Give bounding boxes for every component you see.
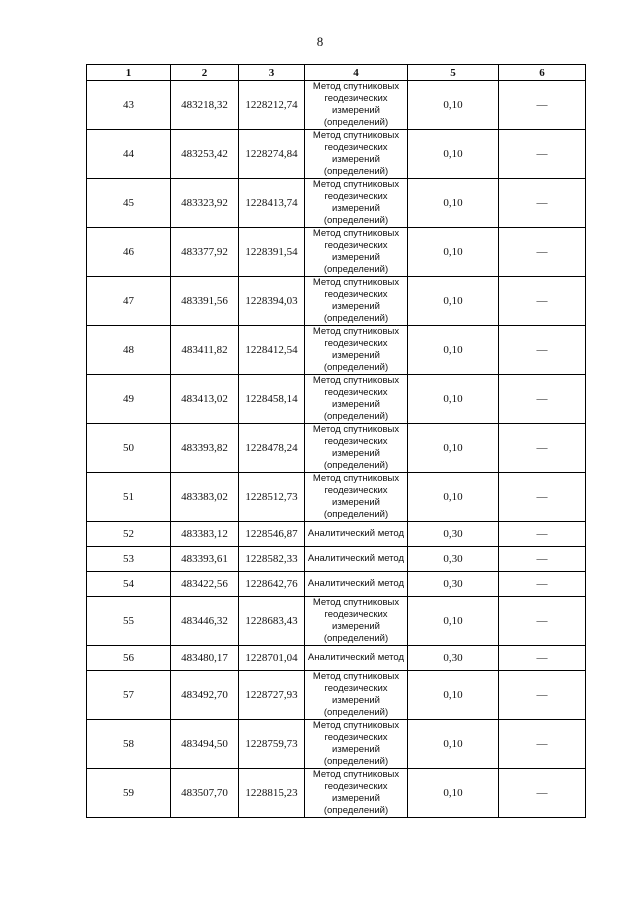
note-cell: —: [499, 326, 586, 375]
note-cell: —: [499, 130, 586, 179]
note-cell: —: [499, 720, 586, 769]
point-number-cell: 55: [87, 597, 171, 646]
table-row: [87, 424, 586, 473]
point-number-cell: 59: [87, 769, 171, 818]
accuracy-cell: 0,10: [408, 597, 499, 646]
method-cell: Метод спутниковых геодезических измерений (определений): [305, 720, 408, 769]
method-cell: Аналитический метод: [305, 572, 408, 597]
point-number-cell: 51: [87, 473, 171, 522]
y-coordinate-cell: 1228683,43: [239, 597, 305, 646]
note-cell: —: [499, 572, 586, 597]
table-row: [87, 597, 586, 646]
column-header: 5: [408, 65, 499, 81]
page-number: 8: [316, 34, 324, 49]
note-cell: —: [499, 473, 586, 522]
table-row: [87, 228, 586, 277]
note-cell: —: [499, 646, 586, 671]
x-coordinate-cell: 483413,02: [171, 375, 239, 424]
y-coordinate-cell: 1228412,54: [239, 326, 305, 375]
method-cell: Метод спутниковых геодезических измерений (определений): [305, 375, 408, 424]
y-coordinate-cell: 1228642,76: [239, 572, 305, 597]
table-row: [87, 547, 586, 572]
y-coordinate-cell: 1228478,24: [239, 424, 305, 473]
y-coordinate-cell: 1228759,73: [239, 720, 305, 769]
column-header: 4: [305, 65, 408, 81]
accuracy-cell: 0,10: [408, 179, 499, 228]
accuracy-cell: 0,10: [408, 720, 499, 769]
accuracy-cell: 0,30: [408, 522, 499, 547]
accuracy-cell: 0,10: [408, 473, 499, 522]
x-coordinate-cell: 483507,70: [171, 769, 239, 818]
y-coordinate-cell: 1228458,14: [239, 375, 305, 424]
coordinates-table: [86, 64, 586, 818]
x-coordinate-cell: 483393,82: [171, 424, 239, 473]
x-coordinate-cell: 483422,56: [171, 572, 239, 597]
note-cell: —: [499, 424, 586, 473]
table-row: [87, 473, 586, 522]
y-coordinate-cell: 1228546,87: [239, 522, 305, 547]
y-coordinate-cell: 1228701,04: [239, 646, 305, 671]
table-row: [87, 769, 586, 818]
y-coordinate-cell: 1228512,73: [239, 473, 305, 522]
x-coordinate-cell: 483218,32: [171, 81, 239, 130]
header-row: [87, 65, 586, 81]
method-cell: Аналитический метод: [305, 522, 408, 547]
x-coordinate-cell: 483411,82: [171, 326, 239, 375]
column-header: 1: [87, 65, 171, 81]
accuracy-cell: 0,10: [408, 326, 499, 375]
y-coordinate-cell: 1228391,54: [239, 228, 305, 277]
point-number-cell: 44: [87, 130, 171, 179]
column-header: 6: [499, 65, 586, 81]
method-cell: Метод спутниковых геодезических измерений (определений): [305, 179, 408, 228]
method-cell: Метод спутниковых геодезических измерений (определений): [305, 130, 408, 179]
table-row: [87, 671, 586, 720]
method-cell: Метод спутниковых геодезических измерений (определений): [305, 81, 408, 130]
x-coordinate-cell: 483494,50: [171, 720, 239, 769]
method-cell: Метод спутниковых геодезических измерений (определений): [305, 228, 408, 277]
table-row: [87, 277, 586, 326]
y-coordinate-cell: 1228212,74: [239, 81, 305, 130]
accuracy-cell: 0,30: [408, 646, 499, 671]
point-number-cell: 50: [87, 424, 171, 473]
method-cell: Аналитический метод: [305, 646, 408, 671]
table-row: [87, 130, 586, 179]
table-row: [87, 326, 586, 375]
column-header: 2: [171, 65, 239, 81]
accuracy-cell: 0,30: [408, 572, 499, 597]
y-coordinate-cell: 1228582,33: [239, 547, 305, 572]
note-cell: —: [499, 547, 586, 572]
y-coordinate-cell: 1228413,74: [239, 179, 305, 228]
note-cell: —: [499, 671, 586, 720]
accuracy-cell: 0,10: [408, 228, 499, 277]
point-number-cell: 54: [87, 572, 171, 597]
x-coordinate-cell: 483323,92: [171, 179, 239, 228]
x-coordinate-cell: 483383,02: [171, 473, 239, 522]
accuracy-cell: 0,30: [408, 547, 499, 572]
column-header: 3: [239, 65, 305, 81]
table-row: [87, 572, 586, 597]
x-coordinate-cell: 483377,92: [171, 228, 239, 277]
note-cell: —: [499, 179, 586, 228]
point-number-cell: 46: [87, 228, 171, 277]
y-coordinate-cell: 1228394,03: [239, 277, 305, 326]
accuracy-cell: 0,10: [408, 375, 499, 424]
point-number-cell: 57: [87, 671, 171, 720]
method-cell: Метод спутниковых геодезических измерений (определений): [305, 277, 408, 326]
method-cell: Метод спутниковых геодезических измерений (определений): [305, 769, 408, 818]
y-coordinate-cell: 1228274,84: [239, 130, 305, 179]
x-coordinate-cell: 483391,56: [171, 277, 239, 326]
x-coordinate-cell: 483446,32: [171, 597, 239, 646]
note-cell: —: [499, 522, 586, 547]
method-cell: Метод спутниковых геодезических измерений (определений): [305, 424, 408, 473]
note-cell: —: [499, 81, 586, 130]
method-cell: Метод спутниковых геодезических измерений (определений): [305, 597, 408, 646]
x-coordinate-cell: 483383,12: [171, 522, 239, 547]
table-row: [87, 179, 586, 228]
accuracy-cell: 0,10: [408, 130, 499, 179]
method-cell: Метод спутниковых геодезических измерений (определений): [305, 473, 408, 522]
point-number-cell: 52: [87, 522, 171, 547]
table-row: [87, 375, 586, 424]
note-cell: —: [499, 228, 586, 277]
x-coordinate-cell: 483480,17: [171, 646, 239, 671]
y-coordinate-cell: 1228727,93: [239, 671, 305, 720]
point-number-cell: 47: [87, 277, 171, 326]
point-number-cell: 48: [87, 326, 171, 375]
x-coordinate-cell: 483393,61: [171, 547, 239, 572]
note-cell: —: [499, 769, 586, 818]
point-number-cell: 49: [87, 375, 171, 424]
note-cell: —: [499, 375, 586, 424]
point-number-cell: 53: [87, 547, 171, 572]
accuracy-cell: 0,10: [408, 769, 499, 818]
point-number-cell: 43: [87, 81, 171, 130]
x-coordinate-cell: 483492,70: [171, 671, 239, 720]
x-coordinate-cell: 483253,42: [171, 130, 239, 179]
accuracy-cell: 0,10: [408, 277, 499, 326]
table-body: [87, 81, 586, 818]
method-cell: Аналитический метод: [305, 547, 408, 572]
note-cell: —: [499, 597, 586, 646]
table-row: [87, 81, 586, 130]
method-cell: Метод спутниковых геодезических измерений (определений): [305, 326, 408, 375]
table-row: [87, 522, 586, 547]
point-number-cell: 58: [87, 720, 171, 769]
accuracy-cell: 0,10: [408, 671, 499, 720]
table-row: [87, 720, 586, 769]
note-cell: —: [499, 277, 586, 326]
point-number-cell: 45: [87, 179, 171, 228]
y-coordinate-cell: 1228815,23: [239, 769, 305, 818]
point-number-cell: 56: [87, 646, 171, 671]
accuracy-cell: 0,10: [408, 424, 499, 473]
method-cell: Метод спутниковых геодезических измерений (определений): [305, 671, 408, 720]
accuracy-cell: 0,10: [408, 81, 499, 130]
table-row: [87, 646, 586, 671]
